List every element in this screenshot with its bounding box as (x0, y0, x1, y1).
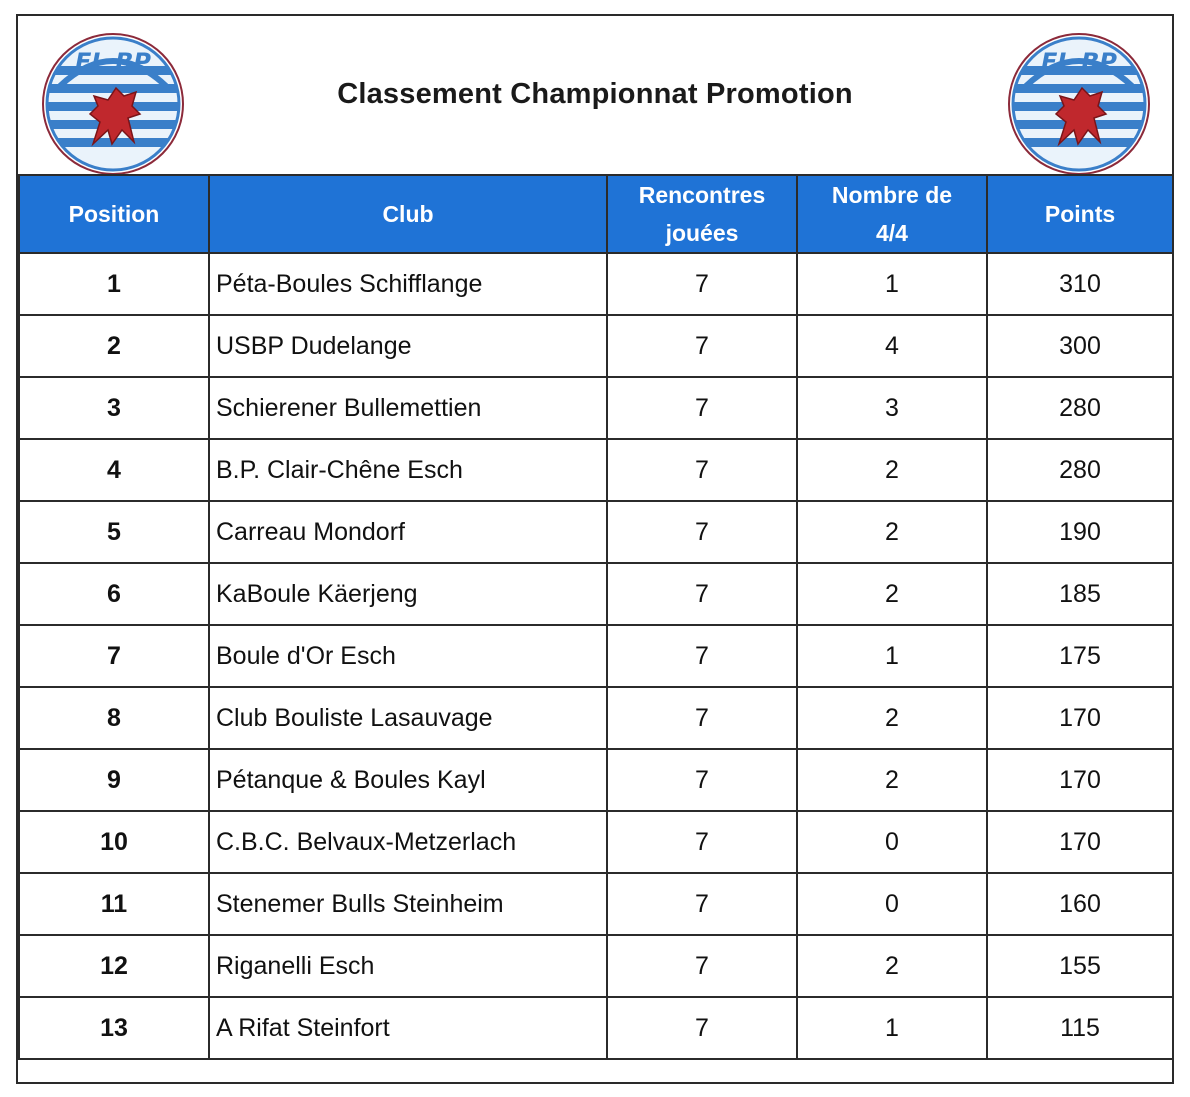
cell-fourfour: 2 (797, 935, 987, 997)
cell-position: 12 (19, 935, 209, 997)
cell-club: C.B.C. Belvaux-Metzerlach (209, 811, 607, 873)
table-row (19, 749, 1173, 811)
cell-fourfour: 1 (797, 997, 987, 1059)
table-row (19, 687, 1173, 749)
cell-played: 7 (607, 873, 797, 935)
cell-points: 310 (987, 253, 1173, 315)
col-header-fourfour-line2: 4/4 (876, 220, 908, 246)
table-row (19, 377, 1173, 439)
cell-club: Péta-Boules Schifflange (209, 253, 607, 315)
table-row (19, 873, 1173, 935)
table-row (19, 625, 1173, 687)
cell-club: A Rifat Steinfort (209, 997, 607, 1059)
col-header-played-line2: jouées (665, 220, 739, 246)
logo-lettering: FL BP (75, 48, 151, 76)
col-header-club: Club (209, 175, 607, 253)
logo-lettering: FL BP (1041, 48, 1117, 76)
cell-points: 190 (987, 501, 1173, 563)
cell-club: Pétanque & Boules Kayl (209, 749, 607, 811)
standings-table (18, 174, 1174, 1060)
col-header-fourfour-line1: Nombre de (831, 182, 953, 208)
cell-fourfour: 0 (797, 811, 987, 873)
cell-played: 7 (607, 811, 797, 873)
cell-position: 13 (19, 997, 209, 1059)
cell-points: 280 (987, 439, 1173, 501)
table-row (19, 253, 1173, 315)
cell-fourfour: 2 (797, 563, 987, 625)
col-header-fourfour (797, 175, 987, 253)
cell-club: KaBoule Käerjeng (209, 563, 607, 625)
cell-position: 5 (19, 501, 209, 563)
title-band (18, 16, 1172, 174)
cell-points: 170 (987, 687, 1173, 749)
table-row (19, 439, 1173, 501)
cell-position: 7 (19, 625, 209, 687)
cell-position: 3 (19, 377, 209, 439)
col-header-points: Points (987, 175, 1173, 253)
cell-played: 7 (607, 997, 797, 1059)
col-header-played-line1: Rencontres (638, 182, 766, 208)
cell-position: 10 (19, 811, 209, 873)
table-row (19, 997, 1173, 1059)
cell-fourfour: 2 (797, 749, 987, 811)
cell-fourfour: 0 (797, 873, 987, 935)
cell-position: 4 (19, 439, 209, 501)
cell-played: 7 (607, 687, 797, 749)
cell-position: 11 (19, 873, 209, 935)
table-header-row (19, 175, 1173, 253)
cell-played: 7 (607, 563, 797, 625)
cell-points: 170 (987, 749, 1173, 811)
cell-fourfour: 4 (797, 315, 987, 377)
cell-fourfour: 2 (797, 439, 987, 501)
table-row (19, 315, 1173, 377)
cell-fourfour: 1 (797, 625, 987, 687)
page-title: Classement Championnat Promotion (337, 78, 853, 110)
cell-position: 9 (19, 749, 209, 811)
cell-played: 7 (607, 315, 797, 377)
cell-points: 185 (987, 563, 1173, 625)
col-header-position: Position (19, 175, 209, 253)
cell-played: 7 (607, 377, 797, 439)
cell-played: 7 (607, 935, 797, 997)
cell-club: Boule d'Or Esch (209, 625, 607, 687)
standings-sheet (16, 14, 1174, 1084)
cell-points: 175 (987, 625, 1173, 687)
cell-fourfour: 3 (797, 377, 987, 439)
cell-fourfour: 2 (797, 687, 987, 749)
cell-position: 6 (19, 563, 209, 625)
cell-club: Carreau Mondorf (209, 501, 607, 563)
cell-points: 300 (987, 315, 1173, 377)
table-row (19, 935, 1173, 997)
cell-club: Club Bouliste Lasauvage (209, 687, 607, 749)
cell-played: 7 (607, 749, 797, 811)
cell-club: Schierener Bullemettien (209, 377, 607, 439)
cell-position: 1 (19, 253, 209, 315)
cell-points: 170 (987, 811, 1173, 873)
fl-bp-logo-right (1004, 26, 1154, 176)
cell-points: 115 (987, 997, 1173, 1059)
cell-position: 2 (19, 315, 209, 377)
table-row (19, 501, 1173, 563)
cell-played: 7 (607, 253, 797, 315)
cell-played: 7 (607, 439, 797, 501)
cell-club: Riganelli Esch (209, 935, 607, 997)
cell-club: B.P. Clair-Chêne Esch (209, 439, 607, 501)
cell-played: 7 (607, 625, 797, 687)
cell-points: 280 (987, 377, 1173, 439)
table-row (19, 811, 1173, 873)
cell-played: 7 (607, 501, 797, 563)
cell-points: 160 (987, 873, 1173, 935)
cell-club: USBP Dudelange (209, 315, 607, 377)
cell-points: 155 (987, 935, 1173, 997)
cell-fourfour: 2 (797, 501, 987, 563)
cell-position: 8 (19, 687, 209, 749)
table-row (19, 563, 1173, 625)
cell-fourfour: 1 (797, 253, 987, 315)
cell-club: Stenemer Bulls Steinheim (209, 873, 607, 935)
col-header-played (607, 175, 797, 253)
